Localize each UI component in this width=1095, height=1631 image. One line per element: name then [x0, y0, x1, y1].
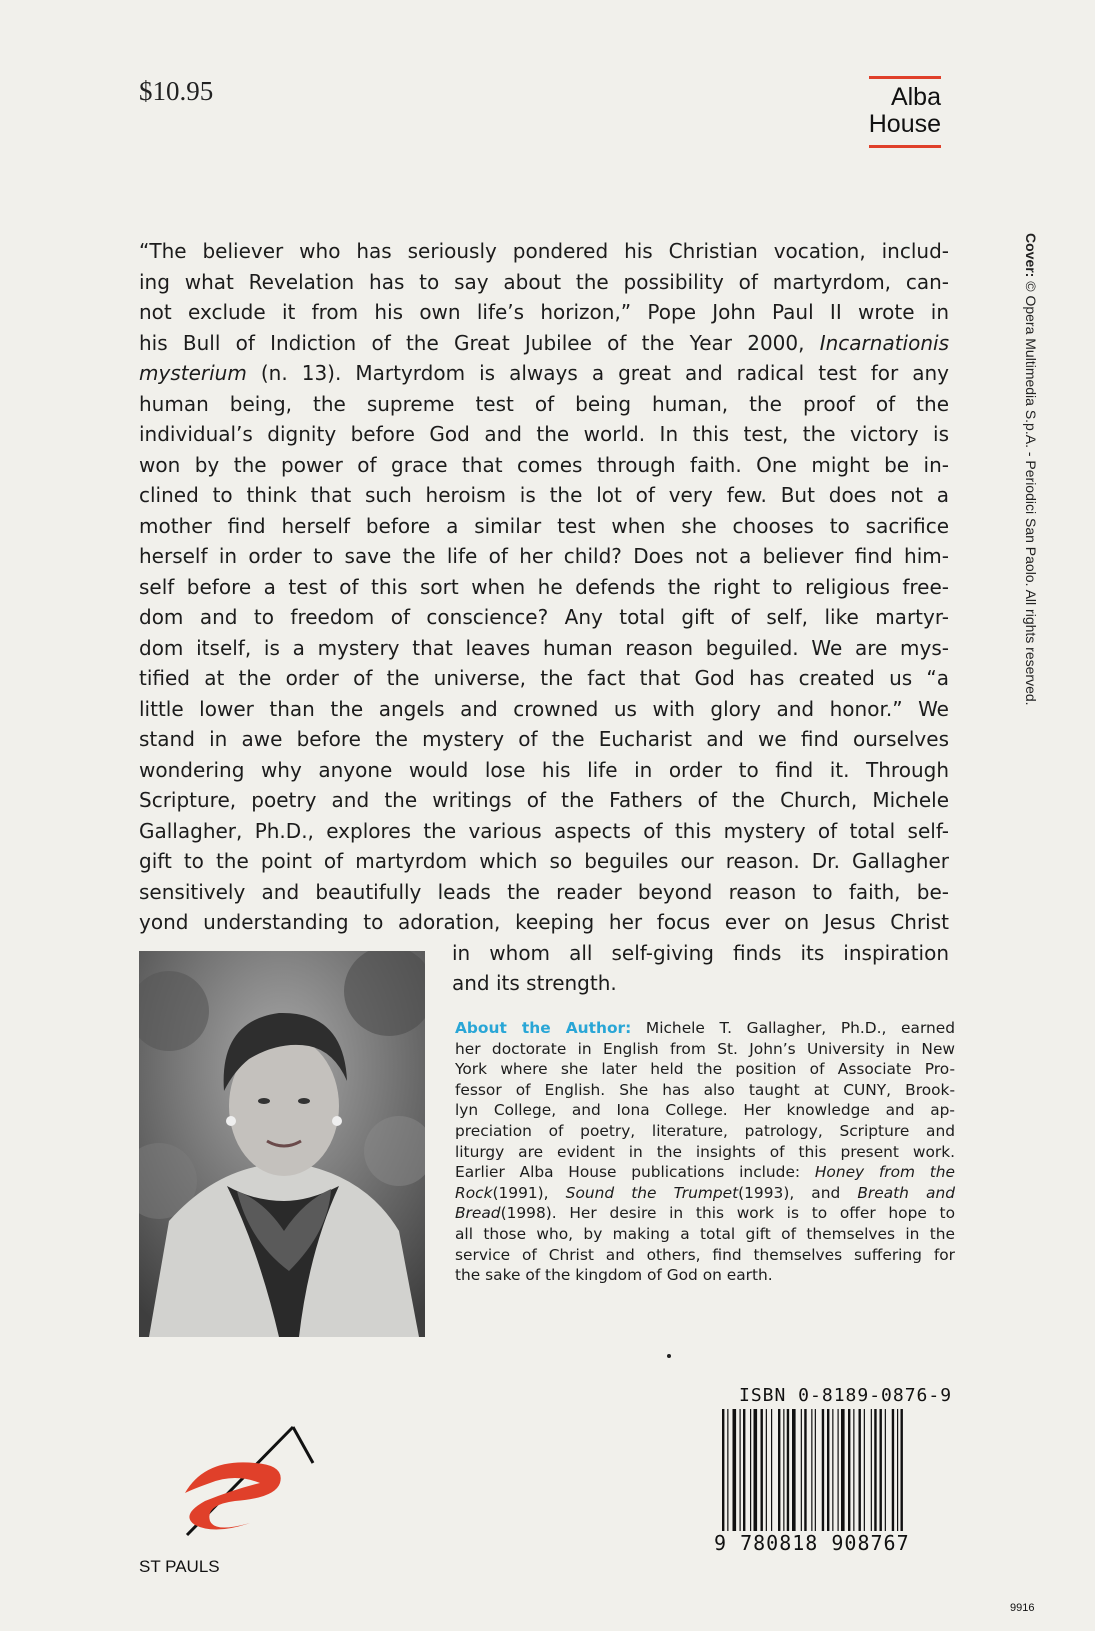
book-title: Breath and — [857, 1183, 955, 1202]
barcode-bar — [787, 1409, 789, 1531]
price-label: $10.95 — [139, 76, 214, 106]
barcode-bar — [754, 1409, 758, 1531]
about-text: (1991), — [492, 1183, 566, 1202]
barcode-bar — [815, 1409, 816, 1531]
barcode-bar — [792, 1409, 796, 1531]
barcode-bar — [871, 1409, 872, 1531]
about-text: (1998). Her desire in this work is to offer hope to — [500, 1204, 955, 1223]
blurb-line — [139, 358, 949, 389]
book-blurb — [139, 236, 949, 999]
about-line — [455, 1203, 955, 1224]
barcode-bar — [848, 1409, 850, 1531]
barcode-bar — [885, 1409, 886, 1531]
blurb-line: clined to think that such heroism is the lot of very few. But does not a — [139, 483, 949, 507]
about-line — [455, 1183, 955, 1204]
book-title: Sound the Trumpet — [565, 1183, 739, 1202]
blurb-line: in whom all self-giving finds its inspiration — [452, 940, 949, 965]
cover-credit-label: Cover: — [1023, 233, 1039, 278]
barcode-bar — [838, 1409, 839, 1531]
logo-word-house: House — [868, 110, 941, 138]
about-line: preciation of poetry, literature, patrology, Scripture and — [455, 1121, 955, 1140]
logo-bottom-rule — [869, 145, 941, 148]
barcode-bar — [859, 1409, 861, 1531]
blurb-text: his Bull of Indiction of the Great Jubilee of the Year 2000, — [139, 330, 820, 355]
barcode-bar — [727, 1409, 728, 1531]
barcode-bar — [853, 1409, 854, 1531]
ean-digits: 9 780818 908767 — [714, 1531, 910, 1555]
blurb-line: self before a test of this sort when he defends the right to religious free- — [139, 574, 949, 599]
about-line: her doctorate in English from St. John’s University in New — [455, 1039, 955, 1058]
st-pauls-name: ST PAULS — [139, 1557, 220, 1576]
isbn-label: ISBN 0-8189-0876-9 — [739, 1385, 953, 1406]
about-line: all those who, by making a total gift of themselves in the — [455, 1224, 955, 1243]
blurb-line: human being, the supreme test of being human, the proof of the — [139, 391, 949, 416]
alba-house-logo — [869, 76, 941, 148]
blurb-line: individual’s dignity before God and the world. In this test, the victory is — [139, 422, 949, 446]
blurb-line: stand in awe before the mystery of the Eucharist and we find ourselves — [139, 727, 949, 751]
blurb-line — [139, 328, 949, 359]
barcode-bar — [864, 1409, 865, 1531]
author-photo-illustration — [139, 951, 425, 1337]
logo-word-alba: Alba — [890, 83, 941, 111]
blurb-line: and its strength. — [452, 971, 617, 995]
cover-credit-text: © Opera Multimedia S.p.A. - Periodici San Paolo. All rights reserved. — [1023, 277, 1039, 706]
blurb-line: wondering why anyone would lose his life in order to find it. Through — [139, 757, 949, 782]
barcode-bar — [811, 1409, 812, 1531]
blurb-line: mother find herself before a similar test when she chooses to sacrifice — [139, 513, 949, 538]
blurb-line: dom itself, is a mystery that leaves human reason beguiled. We are mys- — [139, 635, 949, 660]
barcode-bar — [778, 1409, 780, 1531]
blurb-italic-title: Incarnationis — [819, 330, 949, 355]
barcode-bar — [822, 1409, 824, 1531]
blurb-line: herself in order to save the life of her child? Does not a believer find him- — [139, 544, 949, 568]
isbn-barcode — [720, 1409, 953, 1531]
about-text: (1993), and — [738, 1183, 858, 1202]
barcode-bar — [771, 1409, 772, 1531]
barcode-bar — [740, 1409, 741, 1531]
about-line: liturgy are evident in the insights of this present work. — [455, 1142, 955, 1161]
blurb-line: yond understanding to adoration, keeping her focus ever on Jesus Christ — [139, 910, 949, 934]
about-line — [455, 1162, 955, 1183]
barcode-bar — [733, 1409, 737, 1531]
about-text: Earlier Alba House publications include: — [455, 1163, 815, 1182]
barcode-bar — [743, 1409, 745, 1531]
blurb-line: sensitively and beautifully leads the reader beyond reason to faith, be- — [139, 879, 949, 904]
about-line: fessor of English. She has also taught at CUNY, Brook- — [455, 1080, 955, 1099]
decorative-dot — [667, 1354, 671, 1358]
barcode-bar — [880, 1409, 882, 1531]
barcode-bar — [766, 1409, 767, 1531]
book-title: Honey from the — [814, 1163, 955, 1182]
barcode-bar — [874, 1409, 876, 1531]
barcode-bar — [827, 1409, 829, 1531]
about-line: service of Christ and others, find themselves suffering for — [455, 1245, 955, 1264]
blurb-line: dom and to freedom of conscience? Any total gift of self, like martyr- — [139, 605, 949, 629]
blurb-line: little lower than the angels and crowned us with glory and honor.” We — [139, 696, 949, 721]
barcode-bar — [841, 1409, 845, 1531]
book-title: Bread — [455, 1204, 501, 1223]
barcode-bar — [897, 1409, 898, 1531]
barcode-bar — [804, 1409, 806, 1531]
barcode-bar — [783, 1409, 784, 1531]
about-line: the sake of the kingdom of God on earth. — [455, 1266, 773, 1285]
barcode-bar — [722, 1409, 724, 1531]
cover-credit — [1023, 233, 1039, 706]
barcode-bar — [801, 1409, 802, 1531]
blurb-line: Gallagher, Ph.D., explores the various aspects of this mystery of total self- — [139, 818, 949, 843]
blurb-line: tified at the order of the universe, the fact that God has created us “a — [139, 666, 949, 690]
blurb-text: (n. 13). Martyrdom is always a great and radical test for any — [246, 361, 949, 385]
blurb-line: ing what Revelation has to say about the possibility of martyrdom, can- — [139, 269, 949, 294]
book-title: Rock — [455, 1183, 493, 1202]
blurb-line: Scripture, poetry and the writings of the Fathers of the Church, Michele — [139, 788, 949, 812]
barcode-bar — [761, 1409, 763, 1531]
blurb-italic-title: mysterium — [139, 361, 247, 385]
barcode-bar — [750, 1409, 751, 1531]
about-line — [455, 1018, 955, 1039]
logo-top-rule — [869, 76, 941, 79]
st-pauls-logo — [175, 1423, 315, 1543]
barcode-bar — [832, 1409, 833, 1531]
about-heading: About the Author: — [455, 1019, 632, 1037]
about-text: Michele T. Gallagher, Ph.D., earned — [631, 1019, 955, 1037]
blurb-line: won by the power of grace that comes through faith. One might be in- — [139, 452, 949, 477]
blurb-line: gift to the point of martyrdom which so beguiles our reason. Dr. Gallagher — [139, 849, 949, 873]
author-photo — [139, 951, 425, 1337]
about-line: lyn College, and Iona College. Her knowledge and ap- — [455, 1101, 955, 1120]
about-line: York where she later held the position of Associate Pro- — [455, 1060, 955, 1079]
barcode-bar — [892, 1409, 894, 1531]
blurb-line: “The believer who has seriously pondered his Christian vocation, includ- — [139, 239, 949, 263]
print-code: 9916 — [1010, 1602, 1035, 1614]
barcode-bar — [901, 1409, 903, 1531]
blurb-line: not exclude it from his own life’s horizon,” Pope John Paul II wrote in — [139, 300, 949, 324]
about-the-author — [455, 1018, 955, 1286]
